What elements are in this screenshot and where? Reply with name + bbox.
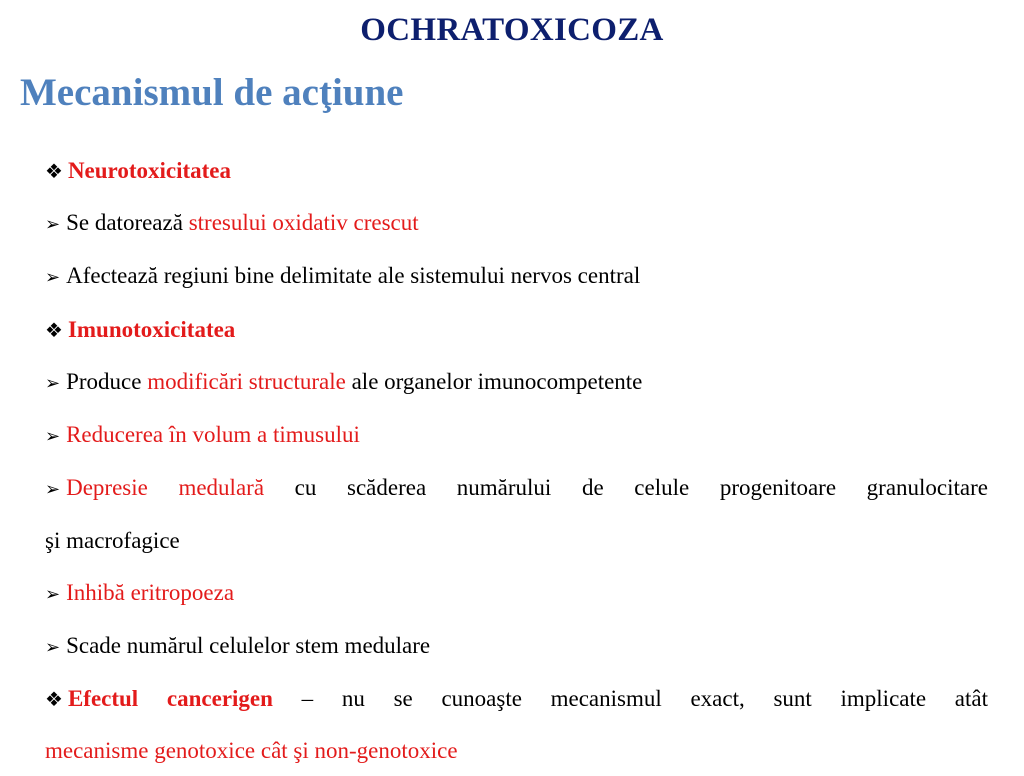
list-item	[45, 620, 988, 673]
item-highlight: mecanisme genotoxice cât şi non-genotoxice	[45, 738, 458, 764]
item-text: Scade numărul celulelor stem medulare	[66, 632, 431, 658]
arrow-bullet-icon: ➢	[45, 636, 61, 658]
list-item-continuation	[45, 515, 988, 566]
diamond-bullet-icon: ❖	[45, 317, 63, 342]
slide-subtitle: Mecanismul de acţiune	[20, 71, 404, 114]
arrow-bullet-icon: ➢	[45, 479, 61, 501]
item-text: Produce	[66, 368, 148, 394]
item-text: ale organelor imunocompetente	[345, 368, 643, 394]
item-highlight: Depresie medulară	[66, 475, 265, 501]
diamond-bullet-icon: ❖	[45, 687, 63, 712]
list-item	[45, 197, 988, 250]
item-text: cu scăderea numărului de celule progenitoare granulocitare	[264, 475, 988, 501]
section-immunotoxicity	[45, 304, 988, 356]
section-heading: Efectul cancerigen	[67, 686, 273, 712]
slide-content	[45, 145, 988, 776]
item-text: – nu se cunoaşte mecanismul exact, sunt implicate atât	[272, 686, 988, 712]
list-item	[45, 250, 988, 303]
arrow-bullet-icon: ➢	[45, 267, 61, 289]
item-text: Se datorează	[66, 210, 189, 236]
item-highlight: modificări structurale	[147, 368, 346, 394]
arrow-bullet-icon: ➢	[45, 583, 61, 605]
section-heading: Neurotoxicitatea	[67, 158, 232, 183]
item-highlight: Reducerea în volum a timusului	[66, 422, 360, 448]
item-highlight: Inhibă eritropoeza	[66, 579, 235, 605]
list-item	[45, 567, 988, 620]
slide-title: OCHRATOXICOZA	[360, 12, 664, 48]
section-neurotoxicity	[45, 145, 988, 197]
section-carcinogenic-continuation	[45, 725, 988, 776]
item-highlight: stresului oxidativ crescut	[188, 210, 419, 236]
arrow-bullet-icon: ➢	[45, 372, 61, 394]
section-heading: Imunotoxicitatea	[67, 316, 236, 342]
item-text: Afectează regiuni bine delimitate ale sistemului nervos central	[66, 263, 641, 289]
list-item	[45, 462, 988, 515]
arrow-bullet-icon: ➢	[45, 214, 61, 236]
list-item	[45, 356, 988, 409]
arrow-bullet-icon: ➢	[45, 426, 61, 448]
list-item	[45, 409, 988, 462]
section-carcinogenic	[45, 673, 988, 725]
diamond-bullet-icon: ❖	[45, 159, 63, 183]
item-text: şi macrofagice	[45, 528, 180, 554]
